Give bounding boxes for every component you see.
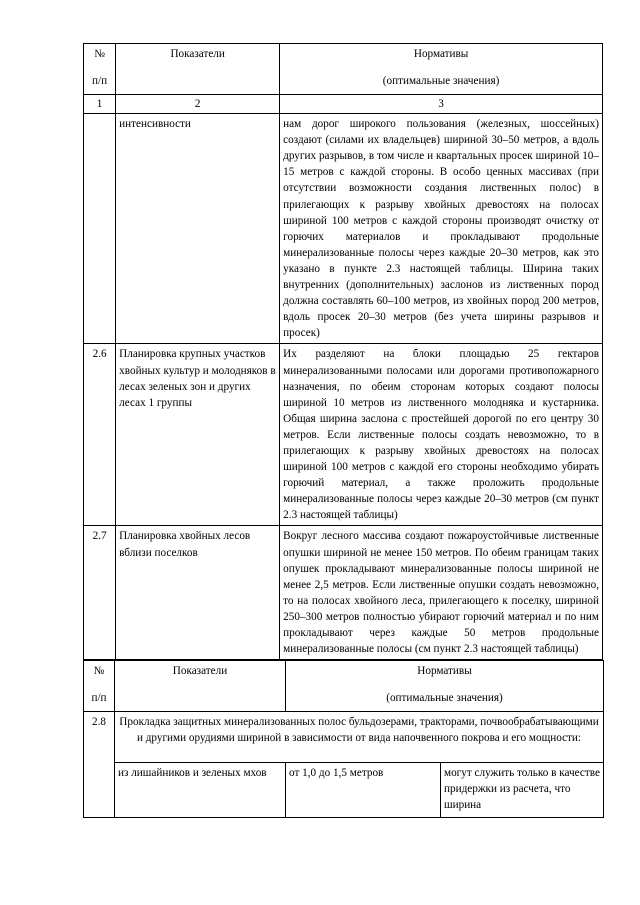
column-number: 3 [280, 95, 603, 114]
header-indicators: Показатели [170, 48, 225, 60]
column-number: 1 [84, 95, 116, 114]
row-number: 2.8 [84, 712, 115, 818]
header-number-symbol: № [94, 48, 105, 60]
table-row [84, 344, 603, 526]
table-subrow [84, 763, 604, 818]
row-norm: Их разделяют на блоки площадью 25 гектаров минерализованными полосами или дорогами противопожарного назначения, по обеим сторонам которых создают полосы шириной 10 метров из лиственного молодняка и кустарника. Общая ширина заслона с простейшей дорогой по его центру 30 метров. Если лиственные полосы создать невозможно, то в прилегающих к разрыву хвойных древостоях на полосах шириной 100 метров с каждой его стороны необходимо убирать горючий материал, а также проложить продольные минерализованные полосы через каждые 20–30 метров (см пункт 2.3 настоящей таблицы) [280, 344, 603, 526]
row-number: 2.7 [84, 526, 116, 660]
header-number-abbrev: п/п [92, 75, 108, 88]
document-page [83, 43, 603, 818]
header-indicators-cell [116, 44, 280, 95]
header-number-cell [84, 44, 116, 95]
table-header [84, 44, 603, 95]
header-number-abbrev: п/п [91, 692, 107, 705]
row-number [84, 114, 116, 344]
row-indicator: Планировка крупных участков хвойных культур и молодняков в лесах зеленых зон и других лесах 1 группы [116, 344, 280, 526]
header-number-symbol: № [93, 665, 105, 678]
header-norms-cell [286, 661, 604, 712]
table-header-repeat [84, 661, 604, 712]
header-number-cell [84, 661, 115, 712]
strip-note: могут служить только в качестве придержки из расчета, что ширина [441, 763, 604, 818]
cover-type: из лишайников и зеленых мхов [115, 763, 286, 818]
row-indicator: интенсивности [116, 114, 280, 344]
row-indicator: Планировка хвойных лесов вблизи поселков [116, 526, 280, 660]
header-norms-title: Нормативы [413, 48, 469, 60]
fire-prevention-table-continued [83, 660, 604, 818]
row-heading: Прокладка защитных минерализованных полос бульдозерами, тракторами, почвообрабатывающими и другими орудиями шириной в зависимости от вида напочвенного покрова и его мощности: [115, 712, 604, 763]
header-norms-subtitle: (оптимальные значения) [382, 75, 500, 88]
header-norms-subtitle: (оптимальные значения) [386, 692, 503, 705]
header-indicators: Показатели [172, 665, 228, 678]
header-indicators-cell [115, 661, 286, 712]
column-number-row [84, 95, 603, 114]
strip-width: от 1,0 до 1,5 метров [286, 763, 441, 818]
table-row [84, 114, 603, 344]
table-row [84, 526, 603, 660]
column-number: 2 [116, 95, 280, 114]
table-row [84, 712, 604, 763]
fire-prevention-table [83, 43, 603, 660]
row-norm: Вокруг лесного массива создают пожароустойчивые лиственные опушки шириной не менее 150 метров. По обеим границам таких опушек прокладывают минерализованные полосы шириной не менее 2,5 метров. Если лиственные опушки создать невозможно, то на полосах хвойного леса, прилегающего к поселку, шириной 250–300 метров полностью убирают горючий материал и по ним прокладывают через каждые 50 метров продольные минерализованные полосы (см пункт 2.3 настоящей таблицы) [280, 526, 603, 660]
header-norms-cell [280, 44, 603, 95]
header-norms-title: Нормативы [417, 665, 472, 678]
row-number: 2.6 [84, 344, 116, 526]
row-norm: нам дорог широкого пользования (железных, шоссейных) создают (силами их владельцев) шириной 30–50 метров, а вдоль других разрывов, в том числе и квартальных просек шириной 10–15 метров с каждой стороны. В особо ценных массивах (при отсутствии возможности создания лиственных полос) в прилегающих к разрыву хвойных древостоях на полосах шириной 100 метров с каждой стороны производят очистку от горючих материалов и прокладывают продольные минерализованные полосы через каждые 20–30 метров, как это указано в пункте 2.3 настоящей таблицы. Ширина таких внутренних (дополнительных) заслонов из лиственных пород должна составлять 60–100 метров, из хвойных пород 200 метров, вдоль просек 20–30 метров (без учета ширины разрывов и просек) [280, 114, 603, 344]
